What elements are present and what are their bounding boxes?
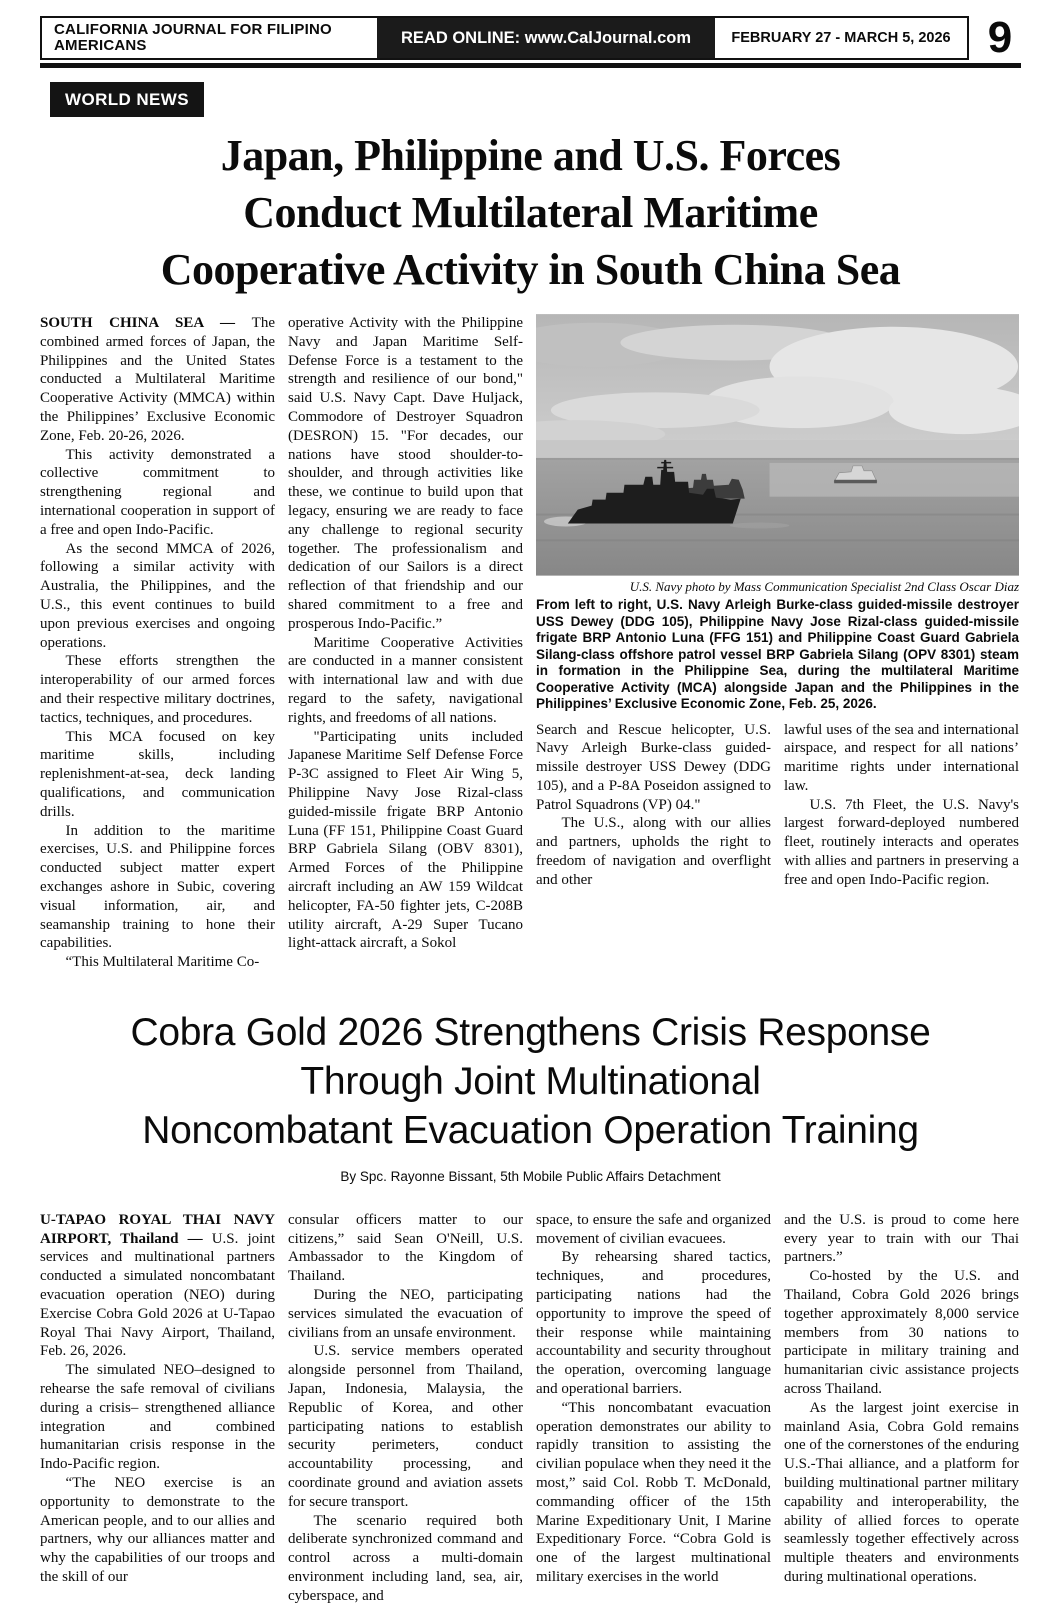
article1-left-columns — [40, 314, 523, 972]
article-paragraph: U.S. service members operated alongside personnel from Thailand, Japan, Indonesia, Malaysia, the Republic of Korea, and other participating nations to establish security perimeters, conduct accountability processing, and coordinate ground and aviation assets for secure transport. — [288, 1343, 523, 1510]
issue-date-range: FEBRUARY 27 - MARCH 5, 2026 — [731, 29, 951, 46]
article-paragraph: This activity demonstrated a collective commitment to strengthening regional and international cooperation in support of a free and open Indo-Pacific. — [40, 446, 275, 538]
headline-line: Japan, Philippine and U.S. Forces — [220, 131, 841, 180]
ships-formation-photo — [536, 314, 1019, 576]
article1-body — [40, 314, 1021, 972]
article-paragraph: During the NEO, participating services simulated the evacuation of civilians from an unsafe environment. — [288, 1287, 523, 1341]
text-column — [536, 721, 771, 890]
text-column — [784, 1211, 1019, 1606]
article-paragraph: Maritime Cooperative Activities are conducted in a manner consistent with international law and with due regard to the safety, navigational rights, and freedoms of all nations. — [288, 634, 523, 726]
page-number: 9 — [987, 13, 1013, 62]
article1-headline — [40, 127, 1021, 298]
photo-caption: From left to right, U.S. Navy Arleigh Burke-class guided-missile destroyer USS Dewey (DDG 105), Philippine Navy Jose Rizal-class guided-missile frigate BRP Antonio Luna (FFG 151) and Philippine Coast Guard Gabriela Silang-class offshore patrol vessel BRP Gabriela Silang (OPV 8301) steam in formation in the Philippine Sea, during the multilateral Maritime Cooperative Activity (MCA) alongside Japan and the Philippines in the Philippines’ Exclusive Economic Zone, Feb. 25, 2026. — [536, 597, 1019, 711]
article-paragraph: The U.S., along with our allies and partners, upholds the right to freedom of navigation and overflight and other — [536, 815, 771, 888]
article-paragraph: space, to ensure the safe and organized movement of civilian evacuees. — [536, 1211, 771, 1247]
article-paragraph: “This Multilateral Maritime Co- — [65, 954, 260, 971]
article-paragraph: and the U.S. is proud to come here every year to train with our Thai partners.” — [784, 1211, 1019, 1266]
text-column — [40, 314, 275, 972]
article-paragraph: "Participating units included Japanese Maritime Self Defense Force P-3C assigned to Fleet Air Wing 5, Philippine Navy Jose Rizal-class guided-missile frigate BRP Antonio Luna (FF 151, Philippine Coast Guard BRP Gabriela Silang (OBV 8301), Armed Forces of the Philippine aircraft including an AW 159 Wildcat helicopter, FA-50 fighter jets, C-208B utility aircraft, A-29 Super Tucano light-attack aircraft, a Sokol — [288, 728, 523, 952]
article1-right-half — [536, 314, 1019, 972]
article-paragraph: U.S. 7th Fleet, the U.S. Navy's largest forward-deployed numbered fleet, routinely interacts and operates with allies and partners in preserving a free and open Indo-Pacific region. — [784, 796, 1019, 888]
article-paragraph: “The NEO exercise is an opportunity to demonstrate to the American people, and to our allies and partners, why our alliances matter and why the capabilities of our troops and the skill of our — [40, 1475, 275, 1586]
article-paragraph: This MCA focused on key maritime skills, including replenishment-at-sea, deck landing qualifications, and communication drills. — [40, 728, 275, 820]
article-paragraph: operative Activity with the Philippine Navy and Japan Maritime Self-Defense Force is a testament to the strength and resilience of our bond," said U.S. Navy Capt. Dave Huljack, Commodore of Destroyer Squadron (DESRON) 15. "For decades, our nations have stood shoulder-to-shoulder, and through activities like these, we continue to build upon that legacy, ensuring we are ready to face any challenge to regional security together. The professionalism and dedication of our Sailors is a direct reflection of that friendship and our shared commitment to a free and prosperous Indo-Pacific.” — [288, 315, 523, 632]
text-column — [784, 721, 1019, 890]
section-badge-world-news: WORLD NEWS — [50, 82, 204, 117]
article-paragraph: Search and Rescue helicopter, U.S. Navy Arleigh Burke-class guided-missile destroyer USS Dewey (DDG 105), and a P-8A Poseidon assigned to Patrol Squadrons (VP) 04." — [536, 721, 771, 813]
article-paragraph: lawful uses of the sea and international airspace, and respect for all nations’ maritime rights under international law. — [784, 721, 1019, 794]
masthead — [40, 13, 1021, 62]
article1-lower-columns — [536, 721, 1019, 890]
article-paragraph: In addition to the maritime exercises, U.S. and Philippine forces conducted subject matter expert exchanges ashore in Subic, covering visual information, air, and seamanship training to hone their capabilities. — [40, 822, 275, 952]
publication-name: CALIFORNIA JOURNAL FOR FILIPINO AMERICANS — [54, 20, 332, 54]
masthead-rule — [40, 63, 1021, 68]
article2-headline — [40, 1008, 1021, 1155]
text-column — [40, 1211, 275, 1606]
dateline: SOUTH CHINA SEA — — [40, 315, 252, 331]
headline-line: Noncombatant Evacuation Operation Training — [142, 1108, 919, 1152]
article-paragraph: “This noncombatant evacuation operation demonstrates our ability to rapidly transition to assisting the civilian populace when they need it the most,” said Col. Robb T. McDonald, commanding officer of the 15th Marine Expeditionary Unit, I Marine Expeditionary Force. “Cobra Gold is one of the largest multinational military exercises in the world — [536, 1399, 771, 1586]
article-paragraph: Co-hosted by the U.S. and Thailand, Cobra Gold 2026 brings together approximately 8,000 service members from 30 nations to participate in military training and humanitarian civic assistance projects across Thailand. — [784, 1268, 1019, 1398]
photo-credit: U.S. Navy photo by Mass Communication Specialist 2nd Class Oscar Diaz — [629, 579, 1019, 594]
headline-line: Cooperative Activity in South China Sea — [160, 245, 901, 294]
text-column — [288, 314, 523, 972]
article-paragraph: These efforts strengthen the interoperability of our armed forces and their respective military doctrines, tactics, techniques, and procedures. — [40, 653, 275, 726]
headline-line: Cobra Gold 2026 Strengthens Crisis Response — [130, 1010, 931, 1054]
article2-columns — [40, 1211, 1021, 1606]
article-paragraph: By rehearsing shared tactics, techniques, and procedures, participating nations had the opportunity to improve the speed of their response while maintaining accountability and security throughout the operation, overcoming language and operational barriers. — [536, 1249, 771, 1398]
text-column — [288, 1211, 523, 1606]
article-paragraph: The scenario required both deliberate synchronized command and control across a multi-domain environment including land, sea, air, cyberspace, and — [288, 1512, 523, 1604]
article-paragraph: The simulated NEO–designed to rehearse the safe removal of civilians during a crisis– strengthened alliance integration and combined humanitarian crisis response in the Indo-Pacific region. — [40, 1362, 275, 1473]
headline-line: Conduct Multilateral Maritime — [243, 188, 818, 237]
read-online-banner: READ ONLINE: www.CalJournal.com — [377, 18, 715, 58]
article-paragraph: As the second MMCA of 2026, following a similar activity with Australia, the Philippines, and the U.S., this event continues to build upon previous exercises and ongoing operations. — [40, 540, 275, 651]
article-paragraph: U-TAPAO ROYAL THAI NAVY AIRPORT, Thailand — U.S. joint services and multinational partners conducted a simulated noncombatant evacuation operation (NEO) during Exercise Cobra Gold 2026 at U-Tapao Royal Thai Navy Airport, Thailand, Feb. 26, 2026. — [40, 1211, 275, 1360]
article2-byline: By Spc. Rayonne Bissant, 5th Mobile Public Affairs Detachment — [340, 1168, 721, 1184]
article-paragraph: As the largest joint exercise in mainland Asia, Cobra Gold remains one of the cornerstones of the enduring U.S.-Thai alliance, and a platform for building multinational partner military capability and interoperability, the ability of allied forces to operate seamlessly together effectively across multiple theaters and environments during multinational operations. — [784, 1399, 1019, 1586]
text-column — [536, 1211, 771, 1606]
masthead-box — [40, 16, 969, 60]
article-paragraph: SOUTH CHINA SEA — The combined armed forces of Japan, the Philippines and the United States conducted a Multilateral Maritime Cooperative Activity (MMCA) within the Philippines’ Exclusive Economic Zone, Feb. 20-26, 2026. — [40, 315, 275, 444]
article-paragraph: consular officers matter to our citizens,” said Sean O'Neill, U.S. Ambassador to the Kingdom of Thailand. — [288, 1211, 523, 1285]
headline-line: Through Joint Multinational — [300, 1059, 761, 1103]
dateline: U-TAPAO ROYAL THAI NAVY AIRPORT, Thailand — — [40, 1211, 275, 1247]
